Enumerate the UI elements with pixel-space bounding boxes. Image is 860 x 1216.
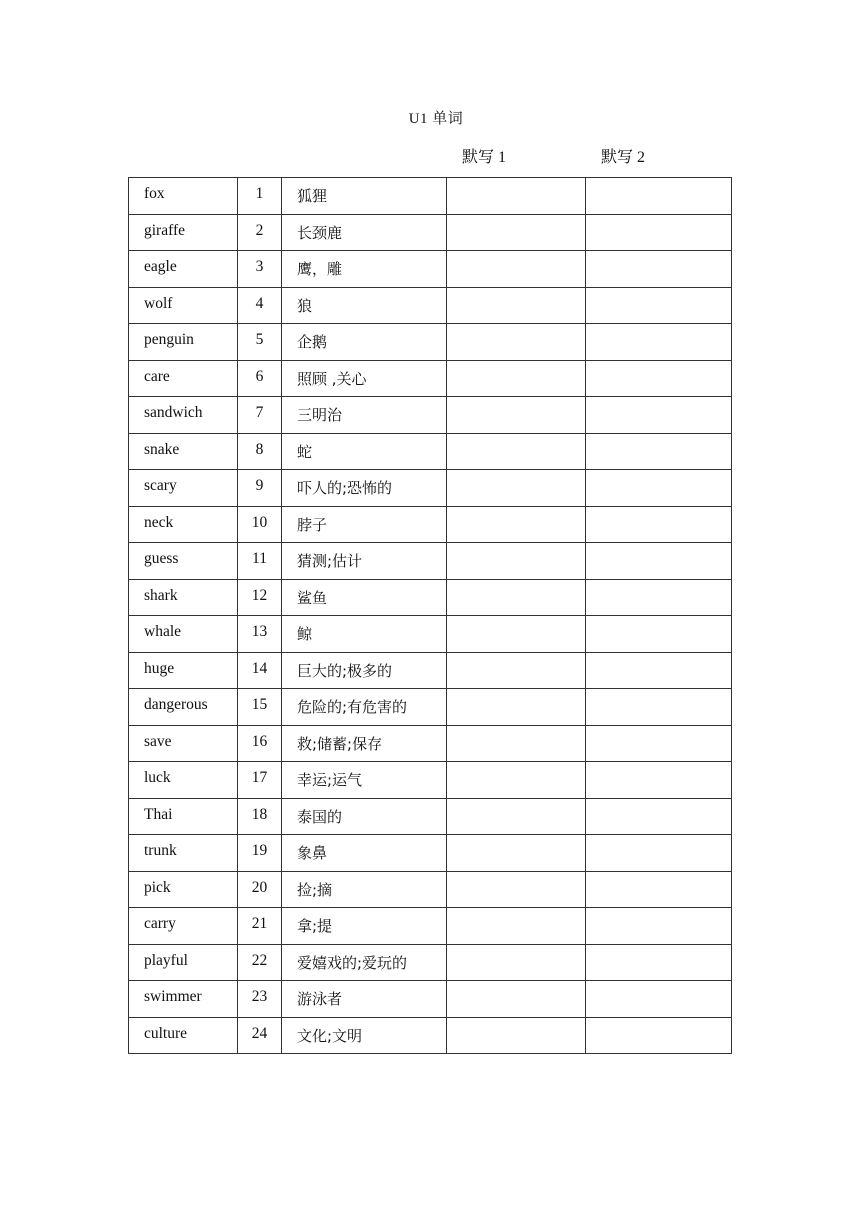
table-row [129, 871, 732, 908]
number-cell: 3 [238, 251, 282, 288]
dictation-1-cell[interactable] [447, 981, 586, 1018]
word-cell: scary [129, 470, 238, 507]
number-cell: 14 [238, 652, 282, 689]
table-row [129, 543, 732, 580]
number-cell: 12 [238, 579, 282, 616]
number-cell: 11 [238, 543, 282, 580]
dictation-2-cell[interactable] [586, 944, 732, 981]
table-row [129, 214, 732, 251]
word-cell: trunk [129, 835, 238, 872]
meaning-cell: 游泳者 [282, 981, 447, 1018]
number-cell: 20 [238, 871, 282, 908]
dictation-1-cell[interactable] [447, 397, 586, 434]
dictation-1-cell[interactable] [447, 360, 586, 397]
meaning-cell: 蛇 [282, 433, 447, 470]
dictation-2-cell[interactable] [586, 908, 732, 945]
dictation-2-cell[interactable] [586, 287, 732, 324]
table-row [129, 360, 732, 397]
dictation-1-cell[interactable] [447, 470, 586, 507]
table-row [129, 944, 732, 981]
number-cell: 5 [238, 324, 282, 361]
dictation-1-cell[interactable] [447, 178, 586, 215]
table-row [129, 397, 732, 434]
dictation-2-cell[interactable] [586, 506, 732, 543]
dictation-1-cell[interactable] [447, 287, 586, 324]
dictation-1-cell[interactable] [447, 433, 586, 470]
number-cell: 18 [238, 798, 282, 835]
meaning-cell: 狼 [282, 287, 447, 324]
dictation-1-cell[interactable] [447, 214, 586, 251]
dictation-2-cell[interactable] [586, 1017, 732, 1054]
dictation-2-cell[interactable] [586, 433, 732, 470]
page-title: U1 单词 [408, 111, 464, 127]
table-row [129, 251, 732, 288]
number-cell: 22 [238, 944, 282, 981]
dictation-2-cell[interactable] [586, 835, 732, 872]
word-cell: pick [129, 871, 238, 908]
dictation-2-cell[interactable] [586, 689, 732, 726]
table-row [129, 579, 732, 616]
dictation-2-cell[interactable] [586, 470, 732, 507]
dictation-1-cell[interactable] [447, 506, 586, 543]
word-cell: sandwich [129, 397, 238, 434]
table-row [129, 433, 732, 470]
word-cell: culture [129, 1017, 238, 1054]
word-cell: huge [129, 652, 238, 689]
dictation-2-cell[interactable] [586, 214, 732, 251]
number-cell: 10 [238, 506, 282, 543]
meaning-cell: 幸运;运气 [282, 762, 447, 799]
table-row [129, 506, 732, 543]
dictation-2-cell[interactable] [586, 798, 732, 835]
number-cell: 6 [238, 360, 282, 397]
table-row [129, 689, 732, 726]
meaning-cell: 捡;摘 [282, 871, 447, 908]
dictation-1-cell[interactable] [447, 725, 586, 762]
meaning-cell: 狐狸 [282, 178, 447, 215]
number-cell: 15 [238, 689, 282, 726]
word-cell: dangerous [129, 689, 238, 726]
table-row [129, 725, 732, 762]
table-row [129, 616, 732, 653]
table-row [129, 287, 732, 324]
number-cell: 9 [238, 470, 282, 507]
dictation-1-cell[interactable] [447, 543, 586, 580]
number-cell: 19 [238, 835, 282, 872]
number-cell: 2 [238, 214, 282, 251]
number-cell: 23 [238, 981, 282, 1018]
meaning-cell: 脖子 [282, 506, 447, 543]
meaning-cell: 文化;文明 [282, 1017, 447, 1054]
meaning-cell: 救;储蓄;保存 [282, 725, 447, 762]
meaning-cell: 照顾 ,关心 [282, 360, 447, 397]
number-cell: 8 [238, 433, 282, 470]
dictation-2-cell[interactable] [586, 324, 732, 361]
dictation-2-cell[interactable] [586, 360, 732, 397]
number-cell: 1 [238, 178, 282, 215]
meaning-cell: 拿;提 [282, 908, 447, 945]
word-cell: playful [129, 944, 238, 981]
number-cell: 24 [238, 1017, 282, 1054]
dictation-1-cell[interactable] [447, 616, 586, 653]
word-cell: Thai [129, 798, 238, 835]
dictation-2-cell[interactable] [586, 397, 732, 434]
meaning-cell: 危险的;有危害的 [282, 689, 447, 726]
meaning-cell: 吓人的;恐怖的 [282, 470, 447, 507]
dictation-1-cell[interactable] [447, 652, 586, 689]
word-cell: shark [129, 579, 238, 616]
dictation-2-cell[interactable] [586, 251, 732, 288]
word-cell: fox [129, 178, 238, 215]
word-cell: luck [129, 762, 238, 799]
word-cell: guess [129, 543, 238, 580]
word-cell: wolf [129, 287, 238, 324]
meaning-cell: 企鹅 [282, 324, 447, 361]
dictation-1-cell[interactable] [447, 762, 586, 799]
table-row [129, 1017, 732, 1054]
dictation-2-cell[interactable] [586, 652, 732, 689]
word-cell: whale [129, 616, 238, 653]
meaning-cell: 猜测;估计 [282, 543, 447, 580]
number-cell: 7 [238, 397, 282, 434]
dictation-2-cell[interactable] [586, 871, 732, 908]
vocabulary-table [128, 177, 732, 1054]
meaning-cell: 泰国的 [282, 798, 447, 835]
dictation-2-cell[interactable] [586, 762, 732, 799]
table-row [129, 324, 732, 361]
number-cell: 16 [238, 725, 282, 762]
word-cell: penguin [129, 324, 238, 361]
number-cell: 13 [238, 616, 282, 653]
meaning-cell: 巨大的;极多的 [282, 652, 447, 689]
dictation-1-cell[interactable] [447, 251, 586, 288]
dictation-2-cell[interactable] [586, 616, 732, 653]
dictation-2-cell[interactable] [586, 725, 732, 762]
table-row [129, 908, 732, 945]
table-row [129, 981, 732, 1018]
word-cell: carry [129, 908, 238, 945]
table-row [129, 178, 732, 215]
dictation-1-cell[interactable] [447, 908, 586, 945]
word-cell: eagle [129, 251, 238, 288]
table-row [129, 652, 732, 689]
dictation-1-cell[interactable] [447, 871, 586, 908]
dictation-1-cell[interactable] [447, 579, 586, 616]
meaning-cell: 爱嬉戏的;爱玩的 [282, 944, 447, 981]
dictation-1-cell[interactable] [447, 689, 586, 726]
dictation-2-cell[interactable] [586, 579, 732, 616]
meaning-cell: 三明治 [282, 397, 447, 434]
dictation-2-header: 默写 2 [601, 149, 646, 166]
number-cell: 21 [238, 908, 282, 945]
table-row [129, 762, 732, 799]
table-row [129, 470, 732, 507]
meaning-cell: 鲨鱼 [282, 579, 447, 616]
meaning-cell: 象鼻 [282, 835, 447, 872]
word-cell: swimmer [129, 981, 238, 1018]
dictation-1-cell[interactable] [447, 324, 586, 361]
meaning-cell: 鲸 [282, 616, 447, 653]
word-cell: giraffe [129, 214, 238, 251]
number-cell: 4 [238, 287, 282, 324]
dictation-1-header: 默写 1 [462, 149, 507, 166]
dictation-2-cell[interactable] [586, 543, 732, 580]
dictation-2-cell[interactable] [586, 981, 732, 1018]
meaning-cell: 鹰，雕 [282, 251, 447, 288]
dictation-1-cell[interactable] [447, 835, 586, 872]
word-cell: save [129, 725, 238, 762]
dictation-1-cell[interactable] [447, 944, 586, 981]
number-cell: 17 [238, 762, 282, 799]
meaning-cell: 长颈鹿 [282, 214, 447, 251]
word-cell: neck [129, 506, 238, 543]
table-row [129, 835, 732, 872]
dictation-1-cell[interactable] [447, 1017, 586, 1054]
dictation-2-cell[interactable] [586, 178, 732, 215]
word-cell: care [129, 360, 238, 397]
table-row [129, 798, 732, 835]
word-cell: snake [129, 433, 238, 470]
dictation-1-cell[interactable] [447, 798, 586, 835]
